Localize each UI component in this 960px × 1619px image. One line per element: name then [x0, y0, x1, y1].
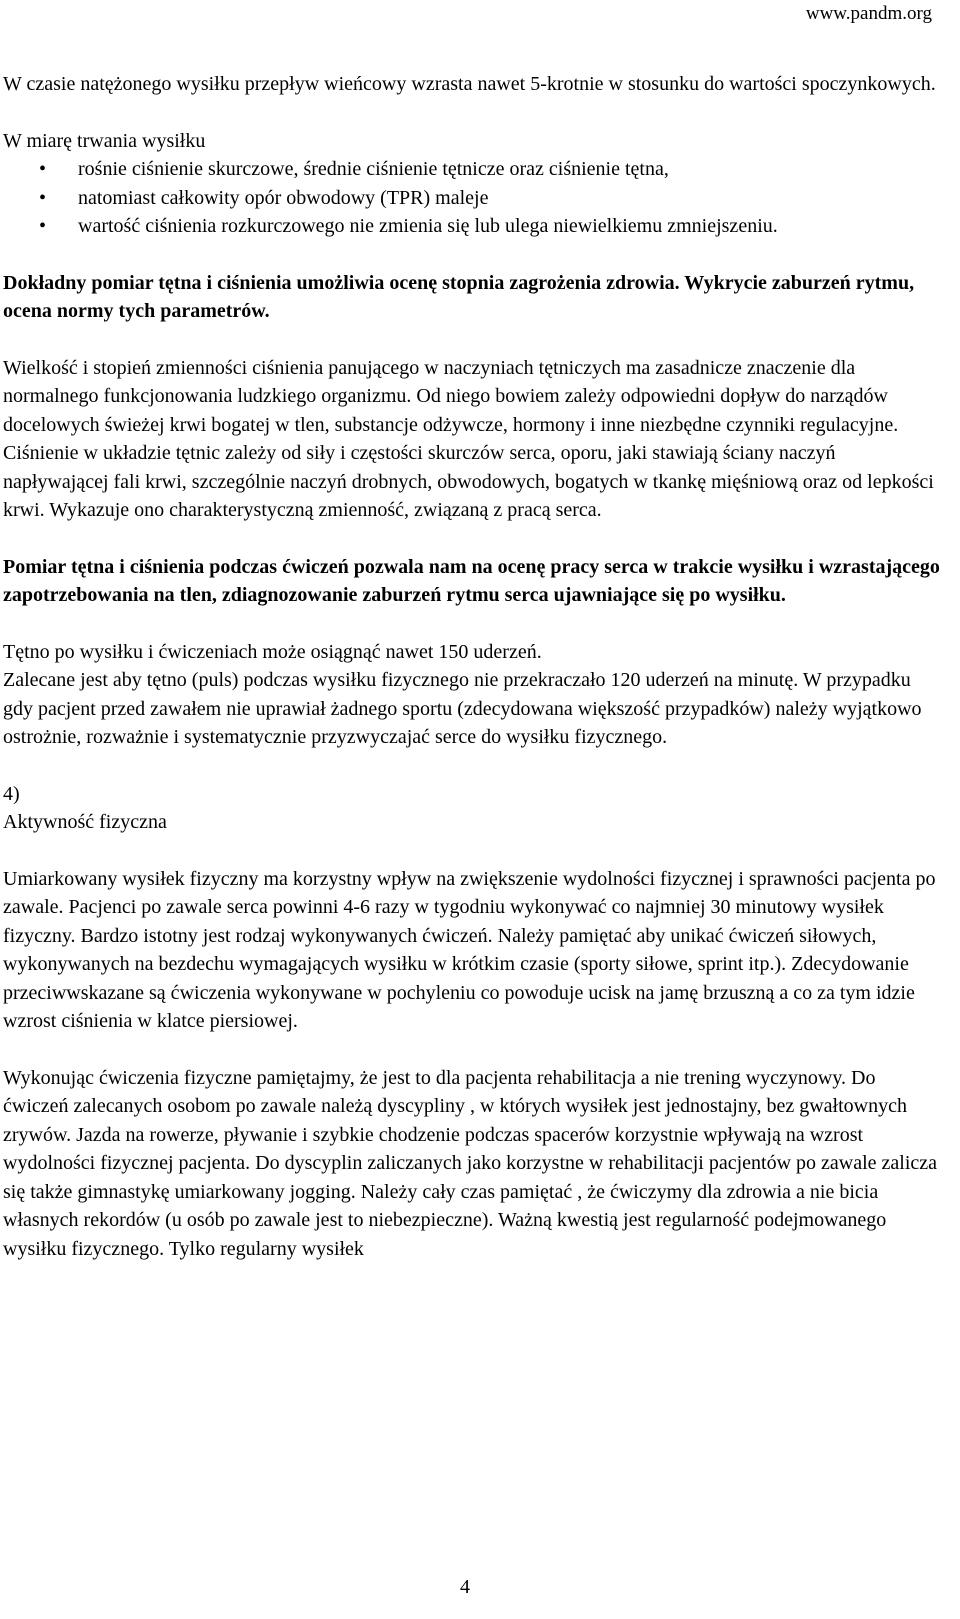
paragraph-exercise-intro: W miarę trwania wysiłku [3, 129, 206, 152]
list-item: • rośnie ciśnienie skurczowe, średnie ciśnienie tętnicze oraz ciśnienie tętna, [3, 155, 943, 184]
paragraph-pressure-variability: Wielkość i stopień zmienności ciśnienia panującego w naczyniach tętniczych ma zasadnicze znaczenie dla normalnego funkcjonowania ludzkiego organizmu. Od niego bowiem zależy odpowiedni dopływ do narządów docelowych świeżej krwi bogatej w tlen, substancje odżywcze, hormony i inne niezbędne czynniki regulacyjne. [3, 356, 899, 436]
header-url: www.pandm.org [805, 3, 932, 24]
bullet-list [3, 155, 943, 241]
document-body [3, 70, 943, 1263]
paragraph-coronary-flow: W czasie natężonego wysiłku przepływ wieńcowy wzrasta nawet 5-krotnie w stosunku do wartości spoczynkowych. [3, 73, 936, 95]
list-item: • wartość ciśnienia rozkurczowego nie zmienia się lub ulega niewielkiemu zmniejszeniu. [3, 212, 943, 241]
page-number: 4 [460, 1576, 470, 1598]
list-item: • natomiast całkowity opór obwodowy (TPR) maleje [3, 184, 943, 213]
section-title: Aktywność fizyczna [3, 811, 167, 833]
paragraph-arterial-pressure: Ciśnienie w układzie tętnic zależy od siły i częstości skurczów serca, oporu, jaki stawiają ściany naczyń napływającej fali krwi, szczególnie naczyń drobnych, obwodowych, bogatych w tkankę mięśniową oraz od lepkości krwi. Wykazuje ono charakterystyczną zmienność, związaną z pracą serca. [3, 442, 934, 521]
paragraph-rehabilitation: Wykonując ćwiczenia fizyczne pamiętajmy, że jest to dla pacjenta rehabilitacja a nie trening wyczynowy. Do ćwiczeń zalecanych osobom po zawale należą dyscypliny , w których wysiłek jest jednostajny, bez gwałtownych zrywów. Jazda na rowerze, pływanie i szybkie chodzenie podczas spacerów korzystnie wpływają na wzrost wydolności fizycznej pacjenta. Do dyscyplin zaliczanych jako korzystne w rehabilitacji pacjentów po zawale zalicza się także gimnastykę umiarkowany jogging. Należy cały czas pamiętać , że ćwiczymy dla zdrowia a nie bicia własnych rekordów (u osób po zawale jest to niebezpieczne). Ważną kwestią jest regularność podejmowanego wysiłku fizycznego. Tylko regularny wysiłek [3, 1066, 938, 1260]
paragraph-pulse-recommendation: Zalecane jest aby tętno (puls) podczas wysiłku fizycznego nie przekraczało 120 uderzeń na minutę. W przypadku gdy pacjent przed zawałem nie uprawiał żadnego sportu (zdecydowana większość przypadków) należy wyjątkowo ostrożnie, rozważnie i systematycznie przyzwyczajać serce do wysiłku fizycznego. [3, 669, 922, 748]
bold-statement-exercise-measurement: Pomiar tętna i ciśnienia podczas ćwiczeń pozwala nam na ocenę pracy serca w trakcie wysiłku i wzrastającego zapotrzebowania na tlen, zdiagnozowanie zaburzeń rytmu serca ujawniające się po wysiłku. [3, 555, 940, 606]
bold-statement-measurement: Dokładny pomiar tętna i ciśnienia umożliwia ocenę stopnia zagrożenia zdrowia. Wykrycie zaburzeń rytmu, ocena normy tych parametrów. [3, 271, 915, 322]
paragraph-pulse-max: Tętno po wysiłku i ćwiczeniach może osiągnąć nawet 150 uderzeń. [3, 640, 542, 663]
section-number: 4) [3, 782, 20, 805]
paragraph-moderate-exercise: Umiarkowany wysiłek fizyczny ma korzystny wpływ na zwiększenie wydolności fizycznej i sprawności pacjenta po zawale. Pacjenci po zawale serca powinni 4-6 razy w tygodniu wykonywać co najmniej 30 minutowy wysiłek fizyczny. Bardzo istotny jest rodzaj wykonywanych ćwiczeń. Należy pamiętać aby unikać ćwiczeń siłowych, wykonywanych na bezdechu wymagających wysiłku w krótkim czasie (sporty siłowe, sprint itp.). Zdecydowanie przeciwwskazane są ćwiczenia wykonywane w pochyleniu co powoduje ucisk na jamę brzuszną a co za tym idzie wzrost ciśnienia w klatce piersiowej. [3, 867, 936, 1032]
